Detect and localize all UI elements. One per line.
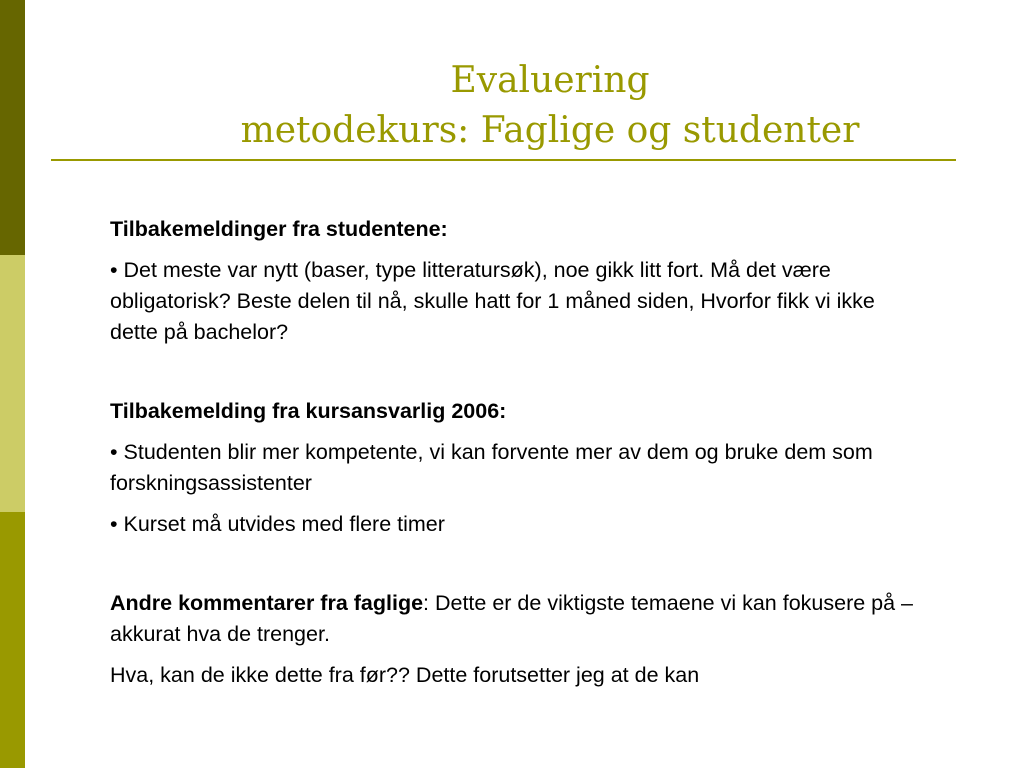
students-bullet-1: • Det meste var nytt (baser, type litteratursøk), noe gikk litt fort. Må det være obligatorisk? Beste delen til nå, skulle hatt for 1 måned siden, Hvorfor fikk vi ikke dette på bachelor?	[110, 258, 875, 344]
faculty-comments-paragraph	[110, 588, 925, 650]
sidebar-accent-top	[0, 0, 25, 255]
sidebar-accent-bottom	[0, 512, 25, 768]
slide-title	[140, 56, 960, 156]
course-responsible-heading: Tilbakemelding fra kursansvarlig 2006:	[110, 399, 507, 423]
faculty-comments-line-2: Hva, kan de ikke dette fra før?? Dette forutsetter jeg at de kan	[110, 663, 700, 687]
course-responsible-bullet-2: • Kurset må utvides med flere timer	[110, 512, 445, 536]
faculty-comments-text: : Dette er de viktigste temaene vi kan fokusere på – akkurat hva de trenger.	[110, 591, 914, 646]
title-divider	[51, 159, 956, 161]
students-heading: Tilbakemeldinger fra studentene:	[110, 217, 448, 241]
sidebar-accent-middle	[0, 255, 25, 512]
course-responsible-bullet-1: • Studenten blir mer kompetente, vi kan forvente mer av dem og bruke dem som forskningsassistenter	[110, 440, 873, 495]
title-line-1: Evaluering	[450, 60, 650, 101]
faculty-comments-heading: Andre kommentarer fra faglige	[110, 591, 424, 615]
slide-body	[110, 214, 925, 691]
title-line-2: metodekurs: Faglige og studenter	[240, 110, 860, 151]
